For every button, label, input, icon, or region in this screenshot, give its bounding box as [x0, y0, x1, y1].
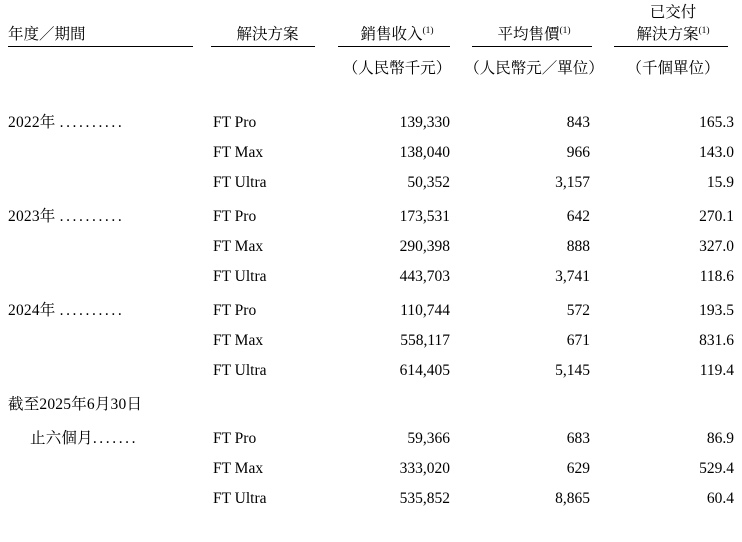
row-revenue: 290,398 — [399, 238, 450, 255]
row-period — [0, 386, 205, 420]
row-revenue — [330, 386, 464, 420]
row-asp: 966 — [566, 144, 590, 161]
row-solution: FT Max — [213, 144, 264, 161]
period-label: 止六個月 — [30, 430, 93, 447]
row-revenue: 443,703 — [399, 268, 450, 285]
table-row — [0, 292, 742, 326]
row-period — [0, 168, 205, 198]
row-asp: 888 — [566, 238, 590, 255]
row-revenue: 333,020 — [399, 460, 450, 477]
table-body — [0, 104, 742, 514]
footnote-marker: (1) — [698, 25, 710, 36]
column-header-solution-label: 解決方案 — [236, 26, 299, 43]
row-solution — [205, 386, 330, 420]
row-revenue: 50,352 — [407, 174, 450, 191]
row-solution: FT Pro — [213, 208, 257, 225]
row-period — [0, 292, 205, 326]
table-row — [0, 232, 742, 262]
row-asp — [464, 386, 604, 420]
spacer-cell — [0, 78, 742, 104]
leader-dots: ....... — [92, 430, 139, 447]
leader-dots: .......... — [59, 302, 125, 319]
table-header — [0, 0, 742, 104]
row-period — [0, 326, 205, 356]
row-asp: 683 — [566, 430, 590, 447]
unit-period — [0, 47, 205, 78]
row-solution: FT Ultra — [213, 490, 267, 507]
row-solution: FT Pro — [213, 114, 257, 131]
row-solution: FT Ultra — [213, 268, 267, 285]
row-asp: 3,741 — [555, 268, 590, 285]
row-asp: 671 — [566, 332, 590, 349]
row-solution: FT Ultra — [213, 174, 267, 191]
row-delivered: 15.9 — [706, 174, 734, 191]
row-asp: 5,145 — [555, 362, 590, 379]
row-period — [0, 232, 205, 262]
period-label: 截至2025年6月30日 — [8, 396, 143, 413]
column-header-solution — [205, 0, 330, 46]
leader-dots: .......... — [59, 208, 125, 225]
row-delivered: 143.0 — [699, 144, 734, 161]
table-row — [0, 326, 742, 356]
row-delivered: 119.4 — [699, 362, 734, 379]
row-delivered — [604, 386, 742, 420]
row-solution: FT Ultra — [213, 362, 267, 379]
table-row — [0, 454, 742, 484]
unit-asp: （人民幣元／單位） — [464, 60, 604, 77]
row-asp: 843 — [566, 114, 590, 131]
row-delivered: 327.0 — [699, 238, 734, 255]
row-period — [0, 138, 205, 168]
row-asp: 642 — [566, 208, 590, 225]
row-revenue: 138,040 — [399, 144, 450, 161]
table-row-period-header — [0, 386, 742, 420]
row-revenue: 110,744 — [400, 302, 450, 319]
header-spacer — [0, 78, 742, 104]
unit-row — [0, 47, 742, 78]
leader-dots: .......... — [59, 114, 125, 131]
row-solution: FT Pro — [213, 302, 257, 319]
footnote-marker: (1) — [559, 25, 571, 36]
row-solution: FT Pro — [213, 430, 257, 447]
period-label: 2023年 — [8, 208, 56, 225]
column-header-delivered-label-line2: 解決方案$^{(1)}$ — [636, 25, 710, 43]
row-period — [0, 420, 205, 454]
row-delivered: 270.1 — [699, 208, 734, 225]
header-row — [0, 0, 742, 46]
row-asp: 629 — [566, 460, 590, 477]
column-header-period — [0, 0, 205, 46]
row-asp: 3,157 — [555, 174, 590, 191]
column-header-delivered — [604, 0, 742, 46]
table-row — [0, 356, 742, 386]
row-delivered: 529.4 — [699, 460, 734, 477]
row-asp: 8,865 — [555, 490, 590, 507]
table-row — [0, 198, 742, 232]
row-period — [0, 356, 205, 386]
row-period — [0, 104, 205, 138]
footnote-marker: (1) — [422, 25, 434, 36]
period-label: 2024年 — [8, 302, 56, 319]
row-period — [0, 198, 205, 232]
row-delivered: 86.9 — [706, 430, 734, 447]
row-solution: FT Max — [213, 238, 264, 255]
row-revenue: 614,405 — [399, 362, 450, 379]
table-row — [0, 262, 742, 292]
table-row — [0, 104, 742, 138]
row-delivered: 165.3 — [699, 114, 734, 131]
row-solution: FT Max — [213, 332, 264, 349]
table-row — [0, 168, 742, 198]
row-revenue: 535,852 — [399, 490, 450, 507]
unit-delivered: （千個單位） — [626, 60, 720, 77]
column-header-asp-label: 平均售價$^{(1)}$ — [497, 25, 571, 43]
column-header-revenue-label: 銷售收入$^{(1)}$ — [360, 25, 434, 43]
period-label: 2022年 — [8, 114, 56, 131]
table-row — [0, 420, 742, 454]
table-row — [0, 138, 742, 168]
row-period — [0, 262, 205, 292]
row-period — [0, 484, 205, 514]
column-header-period-label: 年度／期間 — [8, 26, 86, 43]
row-delivered: 60.4 — [706, 490, 734, 507]
row-revenue: 59,366 — [407, 430, 450, 447]
row-revenue: 558,117 — [400, 332, 450, 349]
column-header-revenue — [330, 0, 464, 46]
row-asp: 572 — [566, 302, 590, 319]
row-period — [0, 454, 205, 484]
table-row — [0, 484, 742, 514]
column-header-delivered-label-line1: 已交付 — [649, 4, 697, 21]
row-revenue: 139,330 — [399, 114, 450, 131]
row-solution: FT Max — [213, 460, 264, 477]
row-delivered: 193.5 — [699, 302, 734, 319]
row-revenue: 173,531 — [399, 208, 450, 225]
row-delivered: 118.6 — [699, 268, 734, 285]
column-header-asp — [464, 0, 604, 46]
unit-solution — [205, 47, 330, 78]
row-delivered: 831.6 — [699, 332, 734, 349]
unit-revenue: （人民幣千元） — [342, 60, 452, 77]
